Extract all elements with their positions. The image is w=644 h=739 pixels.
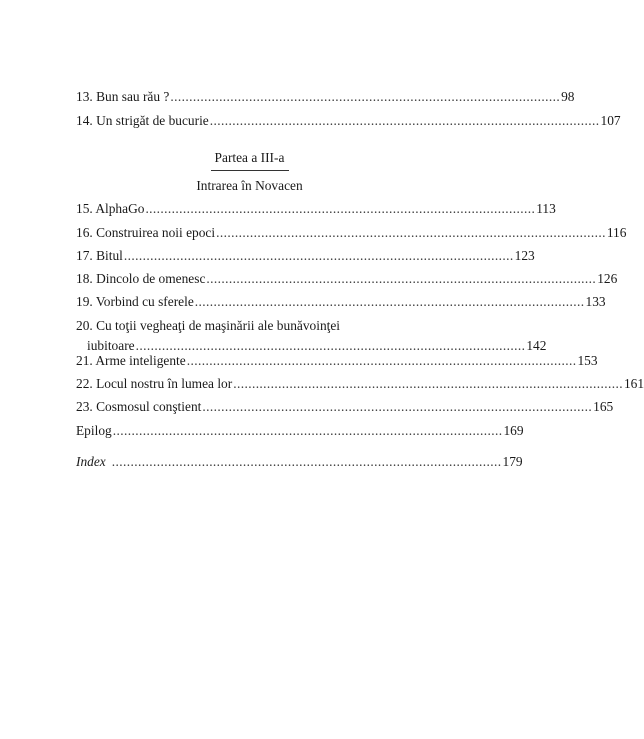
toc-entry-16[interactable] [76,225,627,247]
toc-entry-19[interactable] [76,294,606,316]
toc-entry-label: 17. Bitul [76,248,123,263]
leader-dots: ........................................................................................................ [209,113,600,128]
toc-entry-label: 22. Locul nostru în lumea lor [76,376,233,391]
part-title: Partea a III-a [214,150,285,165]
toc-entry-label: Index [76,454,106,469]
toc-page-number: 169 [503,423,524,438]
toc-entry-17[interactable] [76,248,535,270]
toc-page-number: 113 [536,201,556,216]
toc-entry-label: 16. Construirea noii epoci [76,225,216,240]
toc-entry-label: Epilog [76,423,112,438]
toc-entry-label: 23. Cosmosul conştient [76,399,202,414]
toc-entry-label: 15. AlphaGo [76,201,145,216]
toc-entry-label: 21. Arme inteligente [76,353,186,368]
toc-entry-label: 20. Cu toţii vegheaţi de maşinării ale bunăvoinţei [76,318,341,333]
leader-dots: ........................................................................................................ [202,399,593,414]
toc-entry-18[interactable] [76,271,618,293]
toc-entry-epilog[interactable] [76,423,524,445]
leader-dots: ........................................................................................................ [170,89,561,104]
part-divider [211,170,289,171]
toc-entry-label: 14. Un strigăt de bucurie [76,113,209,128]
toc-page-number: 123 [514,248,535,263]
leader-dots: ........................................................................................................ [186,353,577,368]
toc-entry-15[interactable] [76,201,556,223]
leader-dots: ........................................................................................................ [206,271,597,286]
toc-page-number: 126 [597,271,618,286]
toc-page-number: 165 [593,399,614,414]
toc-entry-label: 18. Dincolo de omenesc [76,271,206,286]
toc-page-number: 133 [585,294,606,309]
leader-dots: ........................................................................................................ [123,248,514,263]
toc-entry-22[interactable] [76,376,644,398]
toc-page-number: 161 [623,376,644,391]
toc-page-number: 142 [526,338,547,353]
leader-dots: ........................................................................................................ [233,376,623,391]
toc-entry-21[interactable] [76,353,598,375]
toc-entry-label: 19. Vorbind cu sferele [76,294,194,309]
toc-page-number: 116 [606,225,627,240]
toc-page-number: 179 [502,454,523,469]
part-subtitle: Intrarea în Novacen [196,178,303,193]
toc-entry-14[interactable] [76,113,621,135]
leader-dots: ........................................................................................................ [216,225,606,240]
toc-entry-label: 13. Bun sau rău ? [76,89,170,104]
toc-entry-23[interactable] [76,399,614,421]
toc-entry-13[interactable] [76,89,575,111]
toc-page-number: 98 [561,89,575,104]
toc-entry-index[interactable] [76,454,523,476]
toc-entry-label-continued: iubitoare [87,338,135,353]
leader-dots: ........................................................................................................ [135,338,526,353]
leader-dots: ........................................................................................................ [111,454,502,469]
toc-entry-20[interactable] [76,316,547,356]
leader-dots: ........................................................................................................ [194,294,585,309]
toc-page-number: 153 [577,353,598,368]
toc-page-number: 107 [600,113,621,128]
leader-dots: ........................................................................................................ [112,423,503,438]
leader-dots: ........................................................................................................ [145,201,536,216]
